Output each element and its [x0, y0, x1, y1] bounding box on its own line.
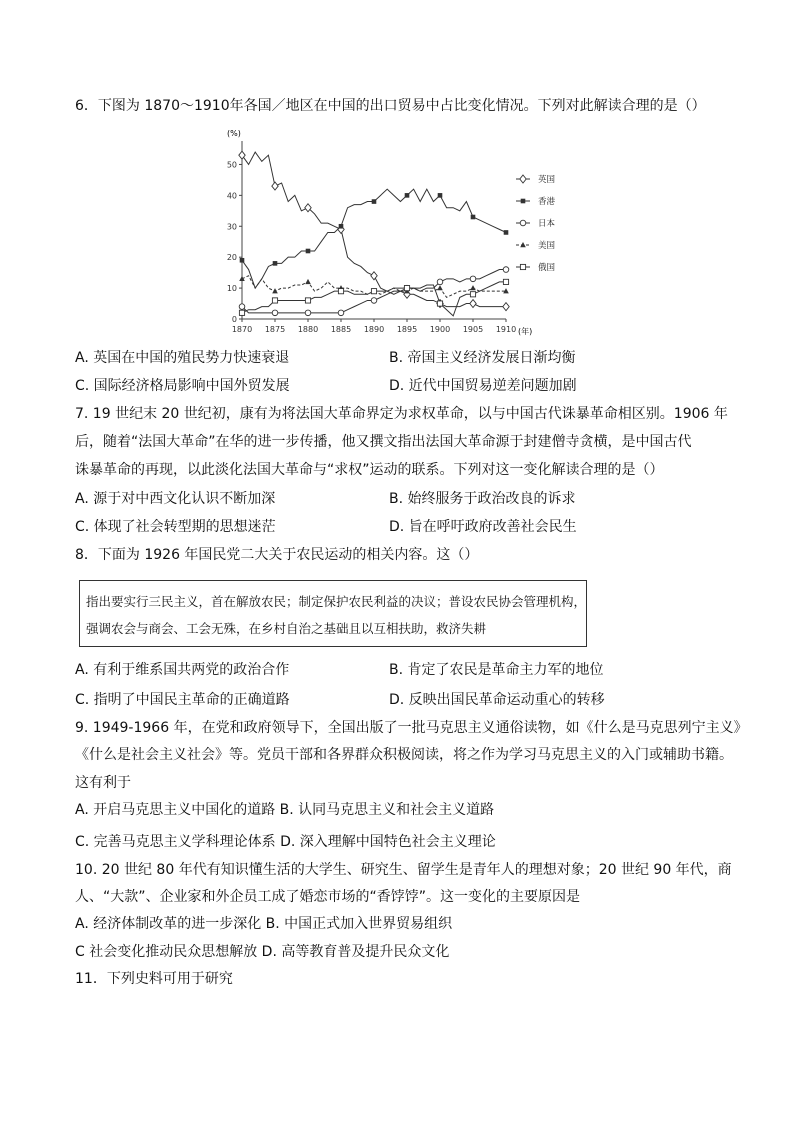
legend-marker [520, 220, 526, 226]
legend-marker [520, 175, 526, 183]
export-share-line-chart [222, 124, 556, 346]
q7-option-a[interactable]: A. 源于对中西文化认识不断加深 [75, 491, 276, 507]
chart-series [239, 151, 509, 316]
data-point [240, 258, 245, 263]
legend-label: 俄国 [538, 263, 556, 273]
q6-option-c[interactable]: C. 国际经济格局影响中国外贸发展 [75, 378, 290, 394]
data-point [470, 292, 475, 297]
legend-label: 香港 [538, 197, 556, 207]
y-tick-label: 30 [226, 222, 237, 232]
chart-legend [516, 174, 556, 273]
data-point [503, 267, 509, 273]
q7-option-b[interactable]: B. 始终服务于政治改良的诉求 [389, 491, 576, 507]
data-point [272, 310, 278, 316]
data-point [305, 310, 311, 316]
data-point [272, 182, 278, 190]
question-10-line-2: 人、“大款”、企业家和外企员工成了婚恋市场的“香饽饽”。这一变化的主要原因是 [75, 889, 581, 905]
q8-option-a[interactable]: A. 有利于维系国共两党的政治合作 [75, 662, 290, 678]
data-point [339, 224, 344, 229]
q8-source-box [79, 580, 587, 647]
x-tick-label: 1880 [297, 325, 319, 334]
data-point [305, 279, 311, 284]
legend-marker [521, 199, 526, 204]
data-point [438, 193, 443, 198]
q10-options-cd[interactable]: C 社会变化推动民众思想解放 D. 高等教育普及提升民众文化 [75, 944, 450, 960]
data-point [504, 230, 509, 235]
data-point [272, 288, 278, 293]
q8-option-c[interactable]: C. 指明了中国民主革命的正确道路 [75, 692, 290, 708]
x-tick-label: 1890 [363, 325, 385, 334]
series-0 [239, 151, 509, 310]
x-tick-label: 1910 [495, 325, 517, 334]
y-tick-label: 50 [226, 160, 237, 170]
y-tick-label: 40 [226, 191, 237, 201]
x-tick-label: 1870 [231, 325, 253, 334]
q6-option-d[interactable]: D. 近代中国贸易逆差问题加剧 [389, 378, 577, 394]
question-7-line-1: 7. 19 世纪末 20 世纪初，康有为将法国大革命界定为求权革命，以与中国古代诛暴革命相区别。1906 年 [75, 406, 728, 422]
data-point [503, 303, 509, 311]
data-point [371, 272, 377, 280]
q8-source-line-1: 指出要实行三民主义，首在解放农民；制定保护农民利益的决议；普设农民协会管理机构， [86, 594, 587, 609]
legend-marker [520, 264, 525, 269]
data-point [272, 298, 277, 303]
q7-option-c[interactable]: C. 体现了社会转型期的思想迷茫 [75, 519, 276, 535]
question-6-stem: 6．下图为 1870～1910年各国／地区在中国的出口贸易中占比变化情况。下列对此解读合理的是（） [75, 98, 706, 114]
data-point [239, 310, 244, 315]
data-point [503, 279, 508, 284]
data-point [404, 285, 409, 290]
y-tick-label: 10 [226, 284, 237, 294]
question-10-line-1: 10. 20 世纪 80 年代有知识懂生活的大学生、研究生、留学生是青年人的理想对象；20 世纪 90 年代，商 [75, 862, 732, 878]
q6-option-b[interactable]: B. 帝国主义经济发展日渐均衡 [389, 350, 576, 366]
data-point [338, 289, 343, 294]
question-7-line-2: 后，随着“法国大革命”在华的进一步传播，他又撰文指出法国大革命源于封建僧寺贪横，是中国古代 [75, 434, 692, 450]
data-point [371, 298, 377, 304]
data-point [437, 279, 443, 285]
q6-option-a[interactable]: A. 英国在中国的殖民势力快速衰退 [75, 350, 290, 366]
data-point [437, 301, 442, 306]
data-point [371, 289, 376, 294]
x-unit-label: (年) [518, 327, 533, 336]
question-8-stem: 8．下面为 1926 年国民党二大关于农民运动的相关内容。这（） [75, 547, 479, 563]
data-point [437, 285, 443, 290]
x-tick-label: 1900 [429, 325, 451, 334]
data-point [305, 204, 311, 212]
data-point [471, 215, 476, 220]
q8-source-line-2: 强调农会与商会、工会无殊，在乡村自治之基础且以互相扶助，救济失耕 [86, 621, 487, 636]
y-tick-label: 0 [231, 315, 237, 324]
legend-label: 英国 [538, 175, 556, 185]
question-9-line-2: 《什么是社会主义社会》等。党员干部和各界群众积极阅读，将之作为学习马克思主义的入门或辅助书籍。 [75, 747, 733, 763]
data-point [273, 261, 278, 266]
q9-options-cd[interactable]: C. 完善马克思主义学科理论体系 D. 深入理解中国特色社会主义理论 [75, 834, 496, 850]
data-point [306, 249, 311, 254]
data-point [372, 199, 377, 204]
data-point [405, 193, 410, 198]
data-point [305, 298, 310, 303]
question-11-stem: 11．下列史料可用于研究 [75, 971, 233, 987]
data-point [338, 310, 344, 316]
q10-options-ab[interactable]: A. 经济体制改革的进一步深化 B. 中国正式加入世界贸易组织 [75, 916, 453, 932]
legend-label: 日本 [538, 219, 556, 229]
x-tick-label: 1885 [330, 325, 352, 334]
legend-label: 美国 [538, 241, 556, 251]
data-point [470, 300, 476, 308]
q8-option-b[interactable]: B. 肯定了农民是革命主力军的地位 [389, 662, 604, 678]
data-point [239, 304, 245, 310]
question-9-line-1: 9. 1949-1966 年，在党和政府领导下，全国出版了一批马克思主义通俗读物，如《什么是马克思列宁主义》 [75, 720, 748, 736]
data-point [470, 285, 476, 290]
q8-option-d[interactable]: D. 反映出国民革命运动重心的转移 [389, 692, 605, 708]
y-unit-label: (%) [227, 129, 241, 138]
question-7-line-3: 诛暴革命的再现，以此淡化法国大革命与“求权”运动的联系。下列对这一变化解读合理的是（） [75, 462, 664, 478]
x-tick-label: 1905 [462, 325, 484, 334]
x-tick-label: 1875 [264, 325, 286, 334]
data-point [470, 276, 476, 282]
y-tick-label: 20 [226, 253, 237, 263]
series-line [242, 152, 506, 307]
q7-option-d[interactable]: D. 旨在呼吁政府改善社会民生 [389, 519, 577, 535]
question-9-line-3: 这有利于 [75, 775, 131, 791]
q9-options-ab[interactable]: A. 开启马克思主义中国化的道路 B. 认同马克思主义和社会主义道路 [75, 802, 495, 818]
x-tick-label: 1895 [396, 325, 418, 334]
